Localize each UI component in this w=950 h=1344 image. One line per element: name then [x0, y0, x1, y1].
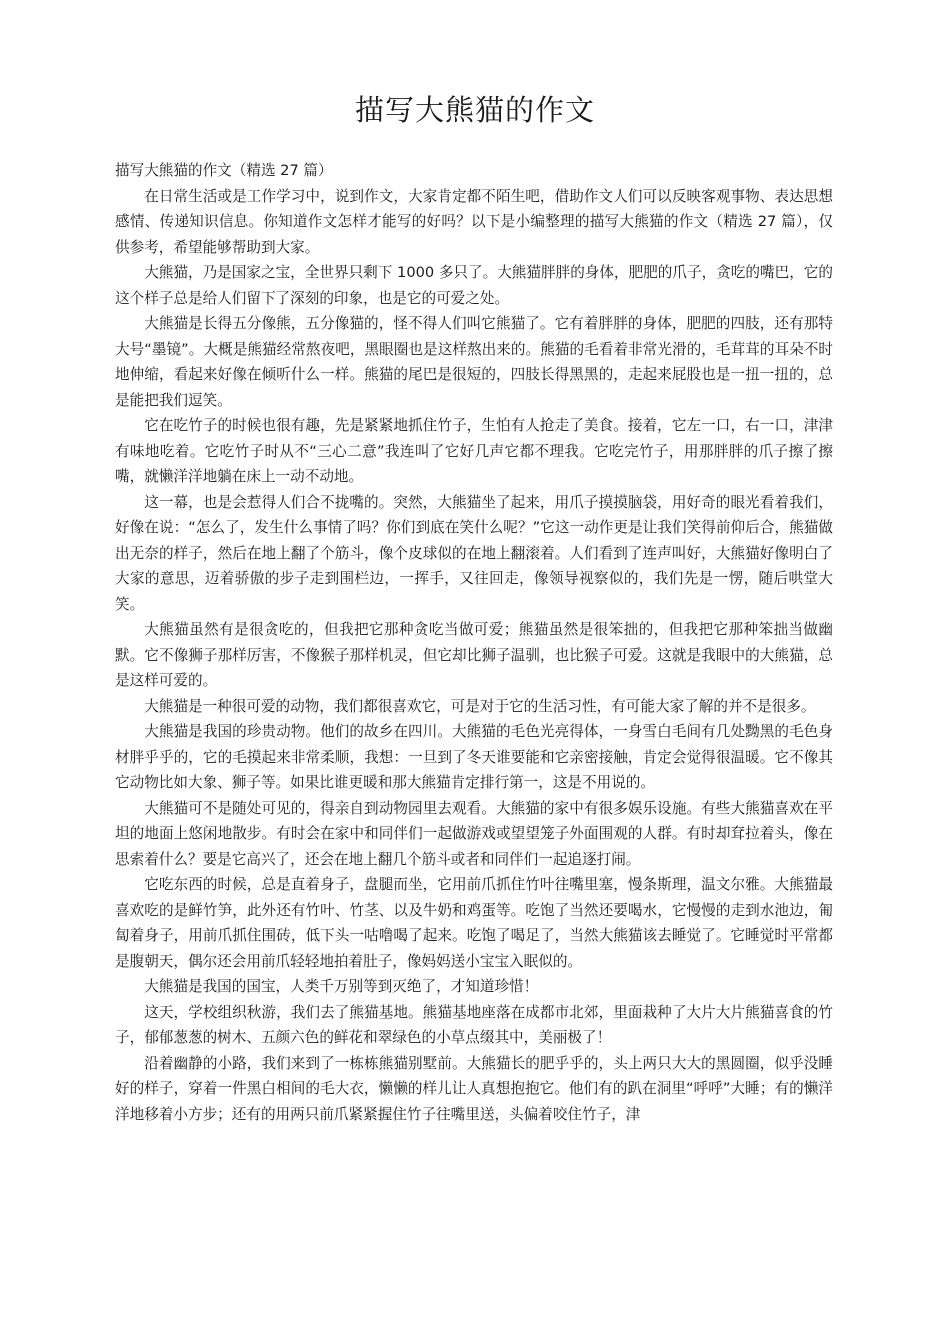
paragraph: 大熊猫是我国的珍贵动物。他们的故乡在四川。大熊猫的毛色光亮得体，一身雪白毛间有几处黝黑的毛色身材胖乎乎的，它的毛摸起来非常柔顺，我想：一旦到了冬天谁要能和它亲密接触，肯定会觉得很温暖。它不像其它动物比如大象、狮子等。如果比谁更暖和那大熊猫肯定排行第一，这是不用说的。 [115, 723, 833, 791]
paragraph: 大熊猫虽然有是很贪吃的，但我把它那种贪吃当做可爱；熊猫虽然是很笨拙的，但我把它那种笨拙当做幽默。它不像狮子那样厉害，不像猴子那样机灵，但它却比狮子温驯，也比猴子可爱。这就是我眼中的大熊猫，总是这样可爱的。 [115, 621, 833, 689]
paragraph: 大熊猫是长得五分像熊，五分像猫的，怪不得人们叫它熊猫了。它有着胖胖的身体，肥肥的四肢，还有那特大号“墨镜”。大概是熊猫经常熬夜吧，黑眼圈也是这样熬出来的。熊猫的毛看着非常光滑的，毛茸茸的耳朵不时地伸缩，看起来好像在倾听什么一样。熊猫的尾巴是很短的，四肢长得黑黑的，走起来屁股也是一扭一扭的，总是能把我们逗笑。 [115, 315, 833, 409]
paragraph: 大熊猫是我国的国宝，人类千万别等到灭绝了，才知道珍惜！ [144, 978, 539, 995]
paragraph: 大熊猫是一种很可爱的动物，我们都很喜欢它，可是对于它的生活习性，有可能大家了解的并不是很多。 [144, 697, 816, 715]
paragraph: 它吃东西的时候，总是直着身子，盘腿而坐，它用前爪抓住竹叶往嘴里塞，慢条斯理，温文尔雅。大熊猫最喜欢吃的是鲜竹笋，此外还有竹叶、竹茎、以及牛奶和鸡蛋等。吃饱了当然还要喝水，它慢慢的走到水池边，匍匐着身子，用前爪抓住围砖，低下头一咕噜喝了起来。吃饱了喝足了，当然大熊猫该去睡觉了。它睡觉时平常都是腹朝天，偶尔还会用前爪轻轻地拍着肚子，像妈妈送小宝宝入眠似的。 [115, 876, 833, 970]
paragraph: 这天，学校组织秋游，我们去了熊猫基地。熊猫基地座落在成都市北郊，里面栽种了大片大片熊猫喜食的竹子，郁郁葱葱的树木、五颜六色的鲜花和翠绿色的小草点缀其中，美丽极了！ [115, 1003, 833, 1046]
paragraph: 这一幕，也是会惹得人们合不拢嘴的。突然，大熊猫坐了起来，用爪子摸摸脑袋，用好奇的眼光看着我们，好像在说：“怎么了，发生什么事情了吗？你们到底在笑什么呢？”它这一动作更是让我们笑得前仰后合，熊猫做出无奈的样子，然后在地上翻了个筋斗，像个皮球似的在地上翻滚着。人们看到了连声叫好，大熊猫好像明白了大家的意思，迈着骄傲的步子走到围栏边，一挥手，又往回走，像领导视察似的，我们先是一愣，随后哄堂大笑。 [115, 493, 833, 613]
document-body [115, 158, 833, 1127]
document-title: 描写大熊猫的作文 [354, 93, 595, 127]
paragraph: 大熊猫可不是随处可见的，得亲自到动物园里去观看。大熊猫的家中有很多娱乐设施。有些大熊猫喜欢在平坦的地面上悠闲地散步。有时会在家中和同伴们一起做游戏或望望笼子外面围观的人群。有时却耷拉着头，像在思索着什么？要是它高兴了，还会在地上翻几个筋斗或者和同伴们一起追逐打闹。 [115, 799, 833, 868]
paragraph: 沿着幽静的小路，我们来到了一栋栋熊猫别墅前。大熊猫长的肥乎乎的，头上两只大大的黑圆圈，似乎没睡好的样子，穿着一件黑白相间的毛大衣，懒懒的样儿让人真想抱抱它。他们有的趴在洞里“呼呼”大睡；有的懒洋洋地移着小方步；还有的用两只前爪紧紧握住竹子往嘴里送，头偏着咬住竹子，津 [115, 1054, 833, 1123]
document-subtitle: 描写大熊猫的作文（精选 27 篇） [115, 162, 333, 179]
paragraph: 大熊猫，乃是国家之宝，全世界只剩下 1000 多只了。大熊猫胖胖的身体，肥肥的爪子，贪吃的嘴巴，它的这个样子总是给人们留下了深刻的印象，也是它的可爱之处。 [115, 264, 833, 307]
paragraph: 它在吃竹子的时候也很有趣，先是紧紧地抓住竹子，生怕有人抢走了美食。接着，它左一口，右一口，津津有味地吃着。它吃竹子时从不“三心二意”我连叫了它好几声它都不理我。它吃完竹子，用那胖胖的爪子擦了擦嘴，就懒洋洋地躺在床上一动不动地。 [115, 417, 833, 485]
paragraph: 在日常生活或是工作学习中，说到作文，大家肯定都不陌生吧，借助作文人们可以反映客观事物、表达思想感情、传递知识信息。你知道作文怎样才能写的好吗？以下是小编整理的描写大熊猫的作文（精选 27 篇），仅供参考，希望能够帮助到大家。 [115, 187, 833, 256]
